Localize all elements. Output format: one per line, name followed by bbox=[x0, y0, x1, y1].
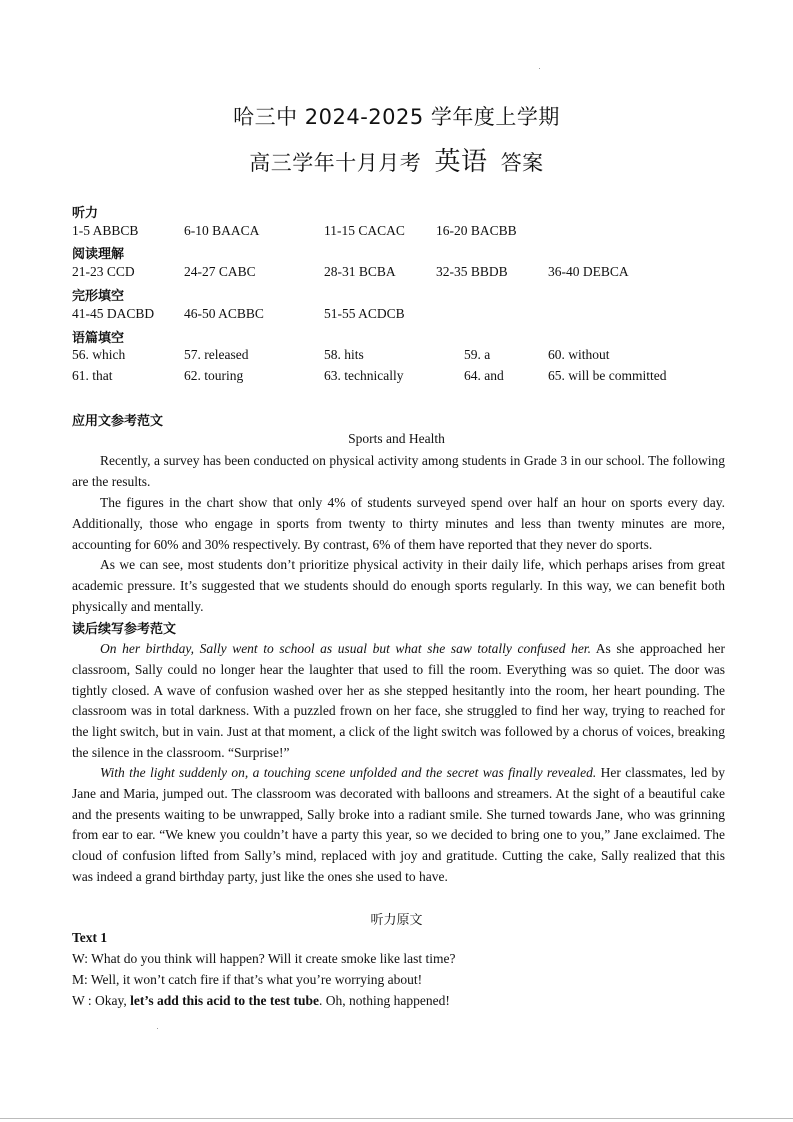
story-lead-sentence: On her birthday, Sally went to school as usual but what she saw totally confused her. bbox=[100, 641, 591, 656]
transcript-line: W: What do you think will happen? Will it create smoke like last time? bbox=[72, 951, 456, 966]
story-lead-sentence: With the light suddenly on, a touching scene unfolded and the secret was finally revealed. bbox=[100, 765, 597, 780]
section-heading-writing: 应用文参考范文 bbox=[72, 414, 164, 429]
answer-cell: 41-45 DACBD bbox=[72, 306, 155, 321]
section-heading-continuation: 读后续写参考范文 bbox=[72, 622, 177, 637]
answer-cell: 11-15 CACAC bbox=[324, 223, 405, 238]
section-heading-grammar: 语篇填空 bbox=[72, 331, 125, 346]
answer-cell: 46-50 ACBBC bbox=[184, 306, 264, 321]
answer-cell: 64. and bbox=[464, 368, 504, 383]
transcript-line: W : Okay, let’s add this acid to the test tube. Oh, nothing happened! bbox=[72, 993, 450, 1008]
answer-cell: 57. released bbox=[184, 347, 249, 362]
answer-cell: 58. hits bbox=[324, 347, 364, 362]
scan-dot bbox=[539, 68, 540, 69]
answer-cell: 62. touring bbox=[184, 368, 244, 383]
essay-title: Sports and Health bbox=[348, 431, 445, 446]
answer-cell: 24-27 CABC bbox=[184, 264, 256, 279]
essay-paragraph: Recently, a survey has been conducted on physical activity among students in Grade 3 in our school. The following are the results. bbox=[72, 453, 725, 489]
answer-cell: 21-23 CCD bbox=[72, 264, 135, 279]
answer-cell: 56. which bbox=[72, 347, 126, 362]
transcript-emphasis: let’s add this acid to the test tube bbox=[130, 993, 319, 1008]
answer-cell: 6-10 BAACA bbox=[184, 223, 260, 238]
answer-cell: 65. will be committed bbox=[548, 368, 667, 383]
answer-cell: 36-40 DEBCA bbox=[548, 264, 629, 279]
answer-cell: 1-5 ABBCB bbox=[72, 223, 139, 238]
story-paragraph: On her birthday, Sally went to school as usual but what she saw totally confused her. As she approached her classroom, Sally could no longer hear the laughter that used to fill the room. Everything was so quiet. The door was tightly closed. A wave of confusion washed over her as she stepped hesitantly into the room, her heart pounding. The classroom was in total darkness. With a puzzled frown on her face, she struggled to find her way, trying to reached for the light switch, but in vain. Just at that moment, a click of the light switch was followed by a chorus of voices, breaking the silence in the classroom. “Surprise!” bbox=[72, 641, 725, 760]
transcript-text-label: Text 1 bbox=[72, 930, 108, 945]
essay-paragraph: As we can see, most students don’t prioritize physical activity in their daily life, which perhaps arises from great academic pressure. It’s suggested that we students should do enough sports regularly. In this way, we can benefit both physically and mentally. bbox=[72, 557, 725, 614]
page-bottom-rule bbox=[0, 1118, 793, 1119]
answer-cell: 63. technically bbox=[324, 368, 404, 383]
section-heading-reading: 阅读理解 bbox=[72, 247, 125, 262]
answer-cell: 60. without bbox=[548, 347, 610, 362]
subtitle-answers: 答案 bbox=[500, 151, 544, 175]
answer-cell: 61. that bbox=[72, 368, 113, 383]
essay-paragraph: The figures in the chart show that only 4% of students surveyed spend over half an hour on sports every day. Additionally, those who engage in sports from twenty to thirty minutes and less than twenty minutes are more, accounting for 60% and 30% respectively. By contrast, 6% of them have reported that they never do sports. bbox=[72, 495, 725, 552]
story-paragraph: With the light suddenly on, a touching scene unfolded and the secret was finally revealed. Her classmates, led by Jane and Maria, jumped out. The classroom was decorated with balloons and streamers. At the sight of a beautiful cake and the presents waiting to be unwrapped, Sally broke into a radiant smile. She turned towards Jane, who was grinning from ear to ear. “We knew you couldn’t have a party this year, so we decided to bring one to you,” Jane exclaimed. The cloud of confusion lifted from Sally’s mind, replaced with joy and gratitude. Cutting the cake, Sally realized that this was indeed a grand birthday party, just like the ones she used to have. bbox=[72, 765, 725, 884]
answer-cell: 59. a bbox=[464, 347, 491, 362]
page-subtitle bbox=[0, 141, 793, 178]
answer-cell: 28-31 BCBA bbox=[324, 264, 396, 279]
section-heading-transcript: 听力原文 bbox=[370, 913, 423, 928]
scan-dot bbox=[157, 1028, 158, 1029]
answer-cell: 32-35 BBDB bbox=[436, 264, 508, 279]
transcript-line: M: Well, it won’t catch fire if that’s what you’re worrying about! bbox=[72, 972, 423, 987]
page-title: 哈三中 2024-2025 学年度上学期 bbox=[233, 105, 560, 129]
subtitle-subject: 英语 bbox=[434, 147, 488, 177]
subtitle-exam: 高三学年十月月考 bbox=[249, 151, 422, 175]
answer-cell: 51-55 ACDCB bbox=[324, 306, 405, 321]
section-heading-listening: 听力 bbox=[72, 206, 99, 221]
section-heading-cloze: 完形填空 bbox=[72, 289, 125, 304]
answer-cell: 16-20 BACBB bbox=[436, 223, 517, 238]
